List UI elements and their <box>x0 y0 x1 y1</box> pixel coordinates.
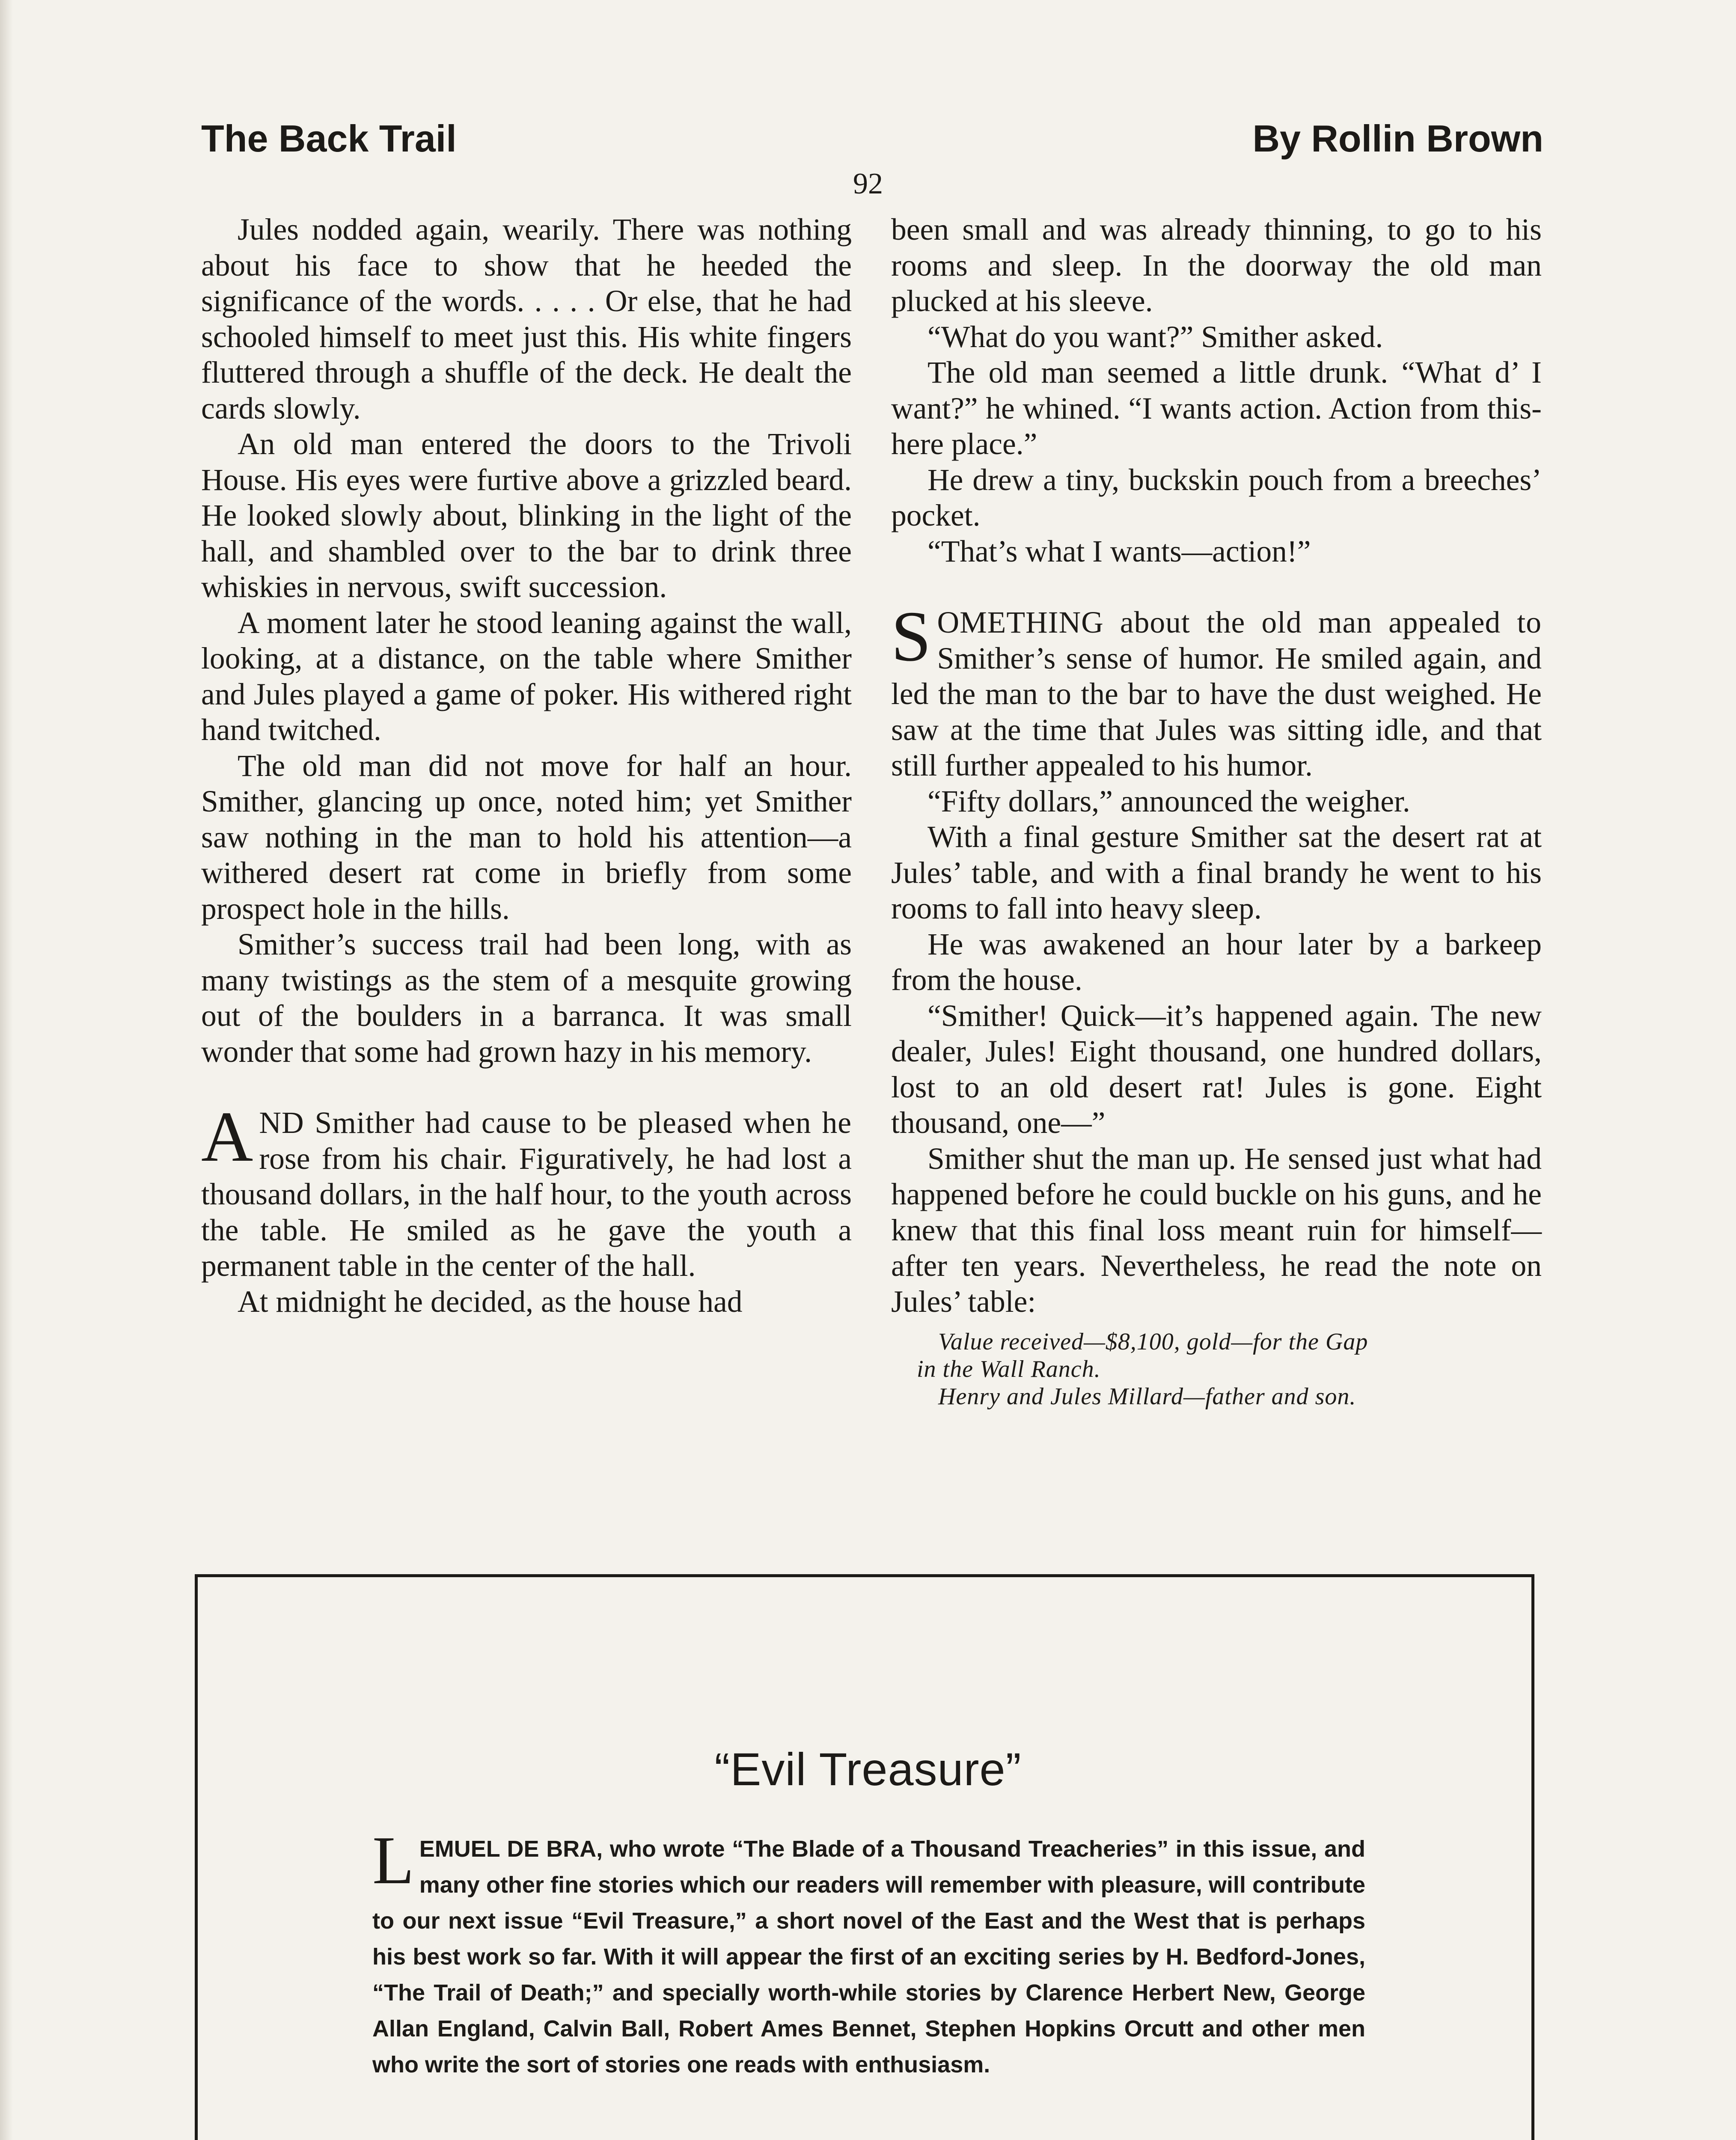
left-column <box>201 212 852 1320</box>
paragraph-text: OMETHING about the old man appealed to Smither’s sense of humor. He smiled again, and led the man to the bar to have the dust weighed. He saw at the time that Jules was sitting idle, and that still further appealed to his humor. <box>891 606 1542 782</box>
paragraph: A moment later he stood leaning against the wall, looking, at a distance, on the table where Smither and Jules played a game of poker. His withered right hand twitched. <box>201 606 852 747</box>
page-number: 92 <box>853 167 883 200</box>
right-column <box>891 212 1542 1410</box>
paragraph: been small and was already thinning, to go to his rooms and sleep. In the doorway the old man plucked at his sleeve. <box>891 213 1542 318</box>
announcement-title: “Evil Treasure” <box>714 1743 1022 1795</box>
paragraph-text: ND Smither had cause to be pleased when he rose from his chair. Figuratively, he had lost a thousand dollars, in the half hour, to the youth across the table. He smiled as he gave the youth a permanent table in the center of the hall. <box>201 1106 852 1283</box>
drop-cap: L <box>372 1822 414 1898</box>
paragraph: Jules nodded again, wearily. There was nothing about his face to show that he heeded the significance of the words. . . . . Or else, that he had schooled himself to meet just this. His white fingers fluttered through a shuffle of the deck. He dealt the cards slowly. <box>201 213 852 425</box>
paragraph: The old man seemed a little drunk. “What d’ I want?” he whined. “I wants action. Action from this-here place.” <box>891 356 1542 461</box>
note-line: in the Wall Ranch. <box>917 1356 1101 1382</box>
drop-cap: S <box>891 597 931 676</box>
announcement-body: EMUEL DE BRA, who wrote “The Blade of a Thousand Treacheries” in this issue, and many other fine stories which our readers will remember with pleasure, will contribute to our next issue “Evil Treasure,” a short novel of the East and the West that is perhaps his best work so far. With it will appear the first of an exciting series by H. Bedford-Jones, “The Trail of Death;” and specially worth-while stories by Clarence Herbert New, George Allan England, Calvin Ball, Robert Ames Bennet, Stephen Hopkins Orcutt and other men who write the sort of stories one reads with enthusiasm. <box>372 1836 1365 2078</box>
paragraph: “Smither! Quick—it’s happened again. The new dealer, Jules! Eight thousand, one hundred dollars, lost to an old desert rat! Jules is gone. Eight thousand, one—” <box>891 999 1542 1140</box>
paragraph: The old man did not move for half an hour. Smither, glancing up once, noted him; yet Smither saw nothing in the man to hold his attention—a withered desert rat come in briefly from some prospect hole in the hills. <box>201 749 852 926</box>
paragraph: At midnight he decided, as the house had <box>238 1284 743 1319</box>
note-line: Value received—$8,100, gold—for the Gap <box>938 1329 1368 1355</box>
story-author: By Rollin Brown <box>1252 117 1543 160</box>
paragraph: He was awakened an hour later by a barkeep from the house. <box>891 927 1542 997</box>
note-text <box>891 1328 1542 1410</box>
paragraph: Smither shut the man up. He sensed just what had happened before he could buckle on his guns, and he knew that this final loss meant ruin for himself—after ten years. Nevertheless, he read the note on Jules’ table: <box>891 1141 1542 1319</box>
binding-edge <box>0 0 13 2140</box>
paragraph: “What do you want?” Smither asked. <box>927 320 1383 354</box>
story-title: The Back Trail <box>201 117 457 160</box>
paragraph: “Fifty dollars,” announced the weigher. <box>927 784 1410 818</box>
note-signature: Henry and Jules Millard—father and son. <box>938 1383 1356 1410</box>
paragraph: Smither’s success trail had been long, with as many twistings as the stem of a mesquite growing out of the boulders in a barranca. It was small wonder that some had grown hazy in his memory. <box>201 927 852 1069</box>
section-paragraph <box>201 1097 852 1284</box>
paragraph: With a final gesture Smither sat the desert rat at Jules’ table, and with a final brandy he went to his rooms to fall into heavy sleep. <box>891 820 1542 925</box>
paragraph: An old man entered the doors to the Trivoli House. His eyes were furtive above a grizzled beard. He looked slowly about, blinking in the light of the hall, and shambled over to the bar to drink three whiskies in nervous, swift succession. <box>201 427 852 604</box>
announcement-text <box>372 1822 1365 2083</box>
paragraph: He drew a tiny, buckskin pouch from a breeches’ pocket. <box>891 463 1542 532</box>
section-paragraph <box>891 597 1542 784</box>
drop-cap: A <box>201 1097 253 1177</box>
paragraph: “That’s what I wants—action!” <box>927 534 1311 568</box>
